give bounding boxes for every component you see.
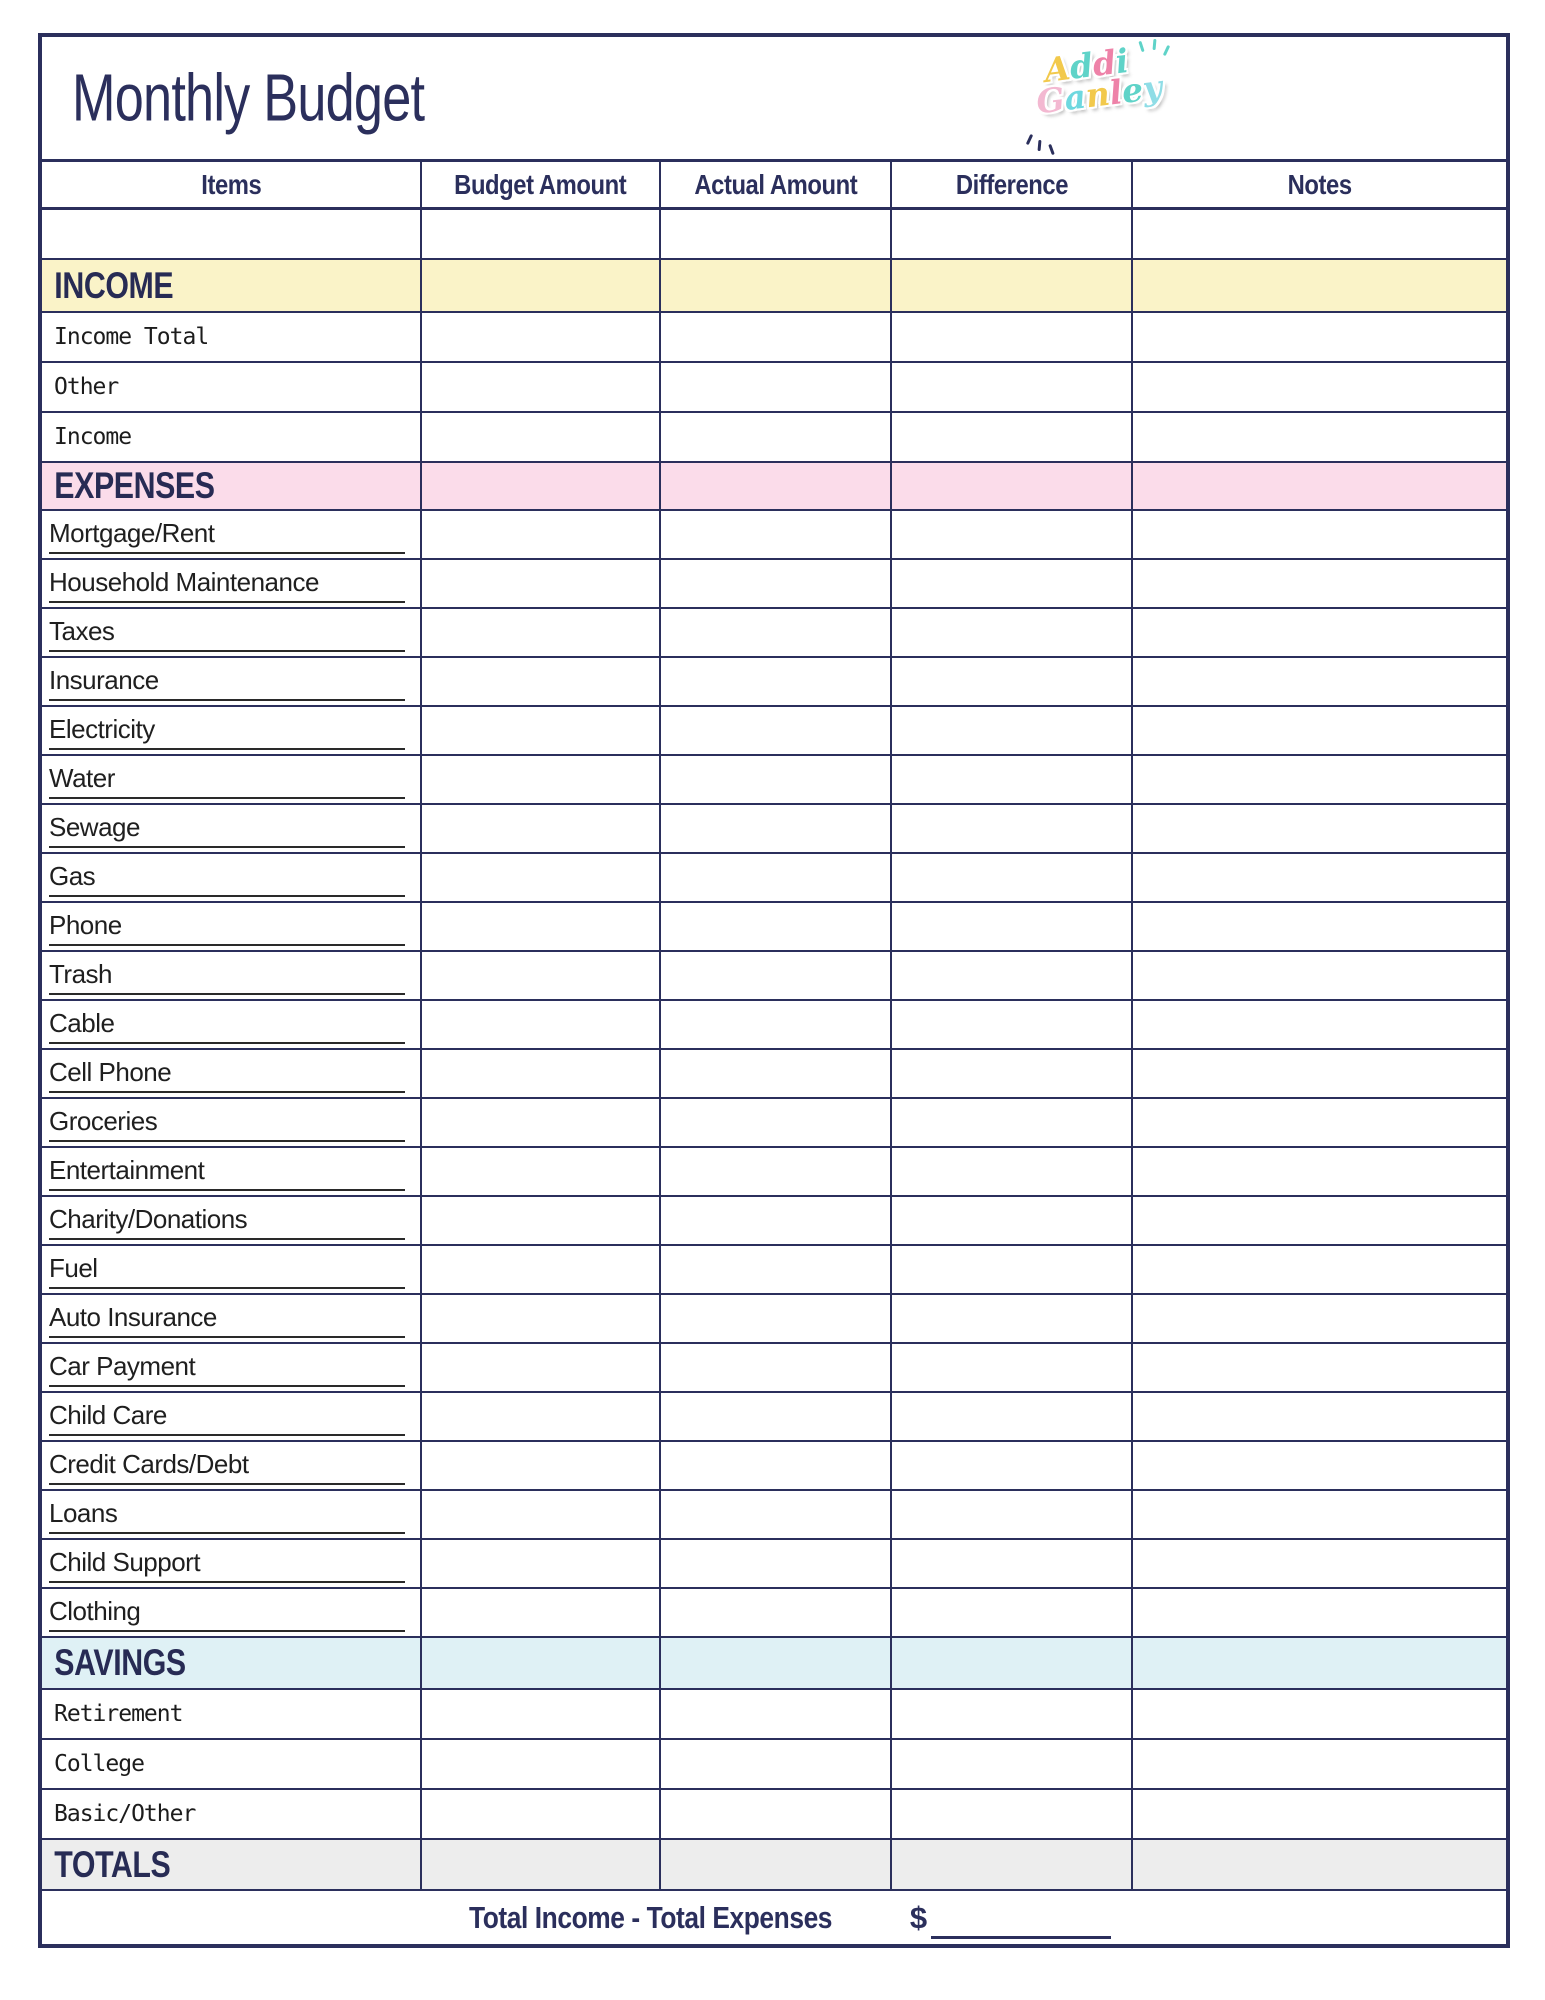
row-label-electricity: Electricity — [49, 714, 405, 750]
actual-amount-cell — [661, 1344, 892, 1391]
row-label-taxes: Taxes — [49, 616, 405, 652]
row-label-retirement: Retirement — [54, 1701, 183, 1727]
item-cell — [42, 1393, 422, 1440]
actual-amount-cell — [661, 609, 892, 656]
item-cell — [42, 756, 422, 803]
section-header-totals — [42, 1840, 1506, 1891]
logo-letter: a — [1062, 76, 1089, 118]
actual-amount-cell — [661, 1050, 892, 1097]
notes-cell — [1133, 560, 1506, 607]
item-cell — [42, 805, 422, 852]
item-cell — [42, 1197, 422, 1244]
actual-amount-cell — [661, 756, 892, 803]
section-title: SAVINGS — [54, 1642, 186, 1683]
section-title-cell — [42, 1840, 422, 1889]
income-row — [42, 413, 1506, 463]
expenses-row — [42, 854, 1506, 903]
actual-amount-cell — [661, 260, 892, 311]
budget-amount-cell — [422, 952, 661, 999]
budget-amount-cell — [422, 756, 661, 803]
actual-amount-cell — [661, 805, 892, 852]
item-cell — [42, 1790, 422, 1838]
item-cell — [42, 560, 422, 607]
notes-cell — [1133, 854, 1506, 901]
blank-spacer-row — [42, 210, 1506, 260]
column-header-label: Budget Amount — [454, 168, 627, 200]
column-header-label: Items — [200, 168, 262, 200]
notes-cell — [1133, 1840, 1506, 1889]
difference-cell — [892, 210, 1133, 258]
notes-cell — [1133, 463, 1506, 509]
budget-amount-cell — [422, 313, 661, 361]
column-header-difference — [892, 162, 1133, 207]
difference-cell — [892, 463, 1133, 509]
expenses-row — [42, 1197, 1506, 1246]
budget-amount-cell — [422, 707, 661, 754]
budget-amount-cell — [422, 658, 661, 705]
budget-amount-cell — [422, 1638, 661, 1688]
budget-amount-cell — [422, 1099, 661, 1146]
item-cell — [42, 854, 422, 901]
row-label-college: College — [54, 1751, 144, 1777]
actual-amount-cell — [661, 313, 892, 361]
actual-amount-cell — [661, 1540, 892, 1587]
actual-amount-cell — [661, 560, 892, 607]
section-title: INCOME — [54, 264, 174, 306]
actual-amount-cell — [661, 1638, 892, 1688]
actual-amount-cell — [661, 658, 892, 705]
brand-logo — [1026, 40, 1176, 153]
actual-amount-cell — [661, 1099, 892, 1146]
page-title: Monthly Budget — [72, 60, 425, 136]
item-cell — [42, 413, 422, 461]
actual-amount-cell — [661, 363, 892, 411]
actual-amount-cell — [661, 1001, 892, 1048]
section-title: TOTALS — [54, 1843, 171, 1885]
item-cell — [42, 1050, 422, 1097]
item-cell — [42, 1344, 422, 1391]
item-cell — [42, 511, 422, 558]
difference-cell — [892, 952, 1133, 999]
notes-cell — [1133, 313, 1506, 361]
budget-amount-cell — [422, 1690, 661, 1738]
column-header-label: Notes — [1287, 168, 1352, 200]
difference-cell — [892, 658, 1133, 705]
budget-amount-cell — [422, 1246, 661, 1293]
budget-amount-cell — [422, 609, 661, 656]
actual-amount-cell — [661, 1491, 892, 1538]
expenses-row — [42, 707, 1506, 756]
section-title-cell — [42, 463, 422, 509]
notes-cell — [1133, 756, 1506, 803]
item-cell — [42, 1001, 422, 1048]
item-cell — [42, 363, 422, 411]
actual-amount-cell — [661, 1840, 892, 1889]
difference-cell — [892, 1589, 1133, 1636]
income-row — [42, 313, 1506, 363]
notes-cell — [1133, 260, 1506, 311]
difference-cell — [892, 1197, 1133, 1244]
expenses-row — [42, 1001, 1506, 1050]
budget-amount-cell — [422, 903, 661, 950]
difference-cell — [892, 560, 1133, 607]
actual-amount-cell — [661, 1295, 892, 1342]
budget-amount-cell — [422, 511, 661, 558]
budget-amount-cell — [422, 1790, 661, 1838]
column-header-notes — [1133, 162, 1506, 207]
notes-cell — [1133, 1295, 1506, 1342]
section-title: EXPENSES — [54, 465, 215, 506]
difference-cell — [892, 1442, 1133, 1489]
item-cell — [42, 1491, 422, 1538]
difference-cell — [892, 1491, 1133, 1538]
row-label-groceries: Groceries — [49, 1106, 405, 1142]
item-cell — [42, 210, 422, 258]
logo-letter: e — [1119, 69, 1146, 111]
difference-cell — [892, 903, 1133, 950]
difference-cell — [892, 854, 1133, 901]
column-header-label: Actual Amount — [694, 168, 857, 200]
expenses-row — [42, 1050, 1506, 1099]
actual-amount-cell — [661, 854, 892, 901]
actual-amount-cell — [661, 1442, 892, 1489]
item-cell — [42, 1690, 422, 1738]
difference-cell — [892, 1344, 1133, 1391]
expenses-row — [42, 1344, 1506, 1393]
actual-amount-cell — [661, 1393, 892, 1440]
budget-amount-cell — [422, 1540, 661, 1587]
section-title-cell — [42, 1638, 422, 1688]
budget-amount-cell — [422, 210, 661, 258]
logo-letter: G — [1034, 79, 1067, 122]
total-blank-line — [931, 1909, 1111, 1939]
difference-cell — [892, 413, 1133, 461]
difference-cell — [892, 1148, 1133, 1195]
difference-cell — [892, 756, 1133, 803]
expenses-row — [42, 609, 1506, 658]
notes-cell — [1133, 1540, 1506, 1587]
row-label-child-care: Child Care — [49, 1400, 405, 1436]
budget-amount-cell — [422, 1344, 661, 1391]
notes-cell — [1133, 1099, 1506, 1146]
logo-letter: d — [1090, 42, 1119, 84]
expenses-row — [42, 1148, 1506, 1197]
difference-cell — [892, 363, 1133, 411]
difference-cell — [892, 1001, 1133, 1048]
notes-cell — [1133, 707, 1506, 754]
expenses-row — [42, 511, 1506, 560]
budget-amount-cell — [422, 1393, 661, 1440]
actual-amount-cell — [661, 903, 892, 950]
expenses-row — [42, 1540, 1506, 1589]
notes-cell — [1133, 1344, 1506, 1391]
row-label-mortgage-rent: Mortgage/Rent — [49, 518, 405, 554]
notes-cell — [1133, 1740, 1506, 1788]
budget-amount-cell — [422, 1840, 661, 1889]
difference-cell — [892, 1295, 1133, 1342]
section-title-cell — [42, 260, 422, 311]
row-label-child-support: Child Support — [49, 1547, 405, 1583]
item-cell — [42, 1148, 422, 1195]
expenses-row — [42, 1589, 1506, 1638]
notes-cell — [1133, 609, 1506, 656]
row-label-insurance: Insurance — [49, 665, 405, 701]
currency-symbol: $ — [909, 1899, 928, 1935]
item-cell — [42, 658, 422, 705]
row-label-basic-other: Basic/Other — [54, 1801, 196, 1827]
savings-row — [42, 1740, 1506, 1790]
budget-amount-cell — [422, 260, 661, 311]
budget-amount-cell — [422, 1491, 661, 1538]
item-cell — [42, 313, 422, 361]
notes-cell — [1133, 1491, 1506, 1538]
difference-cell — [892, 1638, 1133, 1688]
notes-cell — [1133, 1790, 1506, 1838]
actual-amount-cell — [661, 463, 892, 509]
logo-letter: i — [1113, 40, 1131, 82]
difference-cell — [892, 1393, 1133, 1440]
item-cell — [42, 1589, 422, 1636]
budget-amount-cell — [422, 805, 661, 852]
row-label-sewage: Sewage — [49, 812, 405, 848]
row-label-cable: Cable — [49, 1008, 405, 1044]
difference-cell — [892, 1690, 1133, 1738]
actual-amount-cell — [661, 1197, 892, 1244]
difference-cell — [892, 707, 1133, 754]
summary-row — [42, 1891, 1506, 1944]
sparkle-icon — [1048, 144, 1055, 155]
difference-cell — [892, 511, 1133, 558]
difference-cell — [892, 609, 1133, 656]
item-cell — [42, 1442, 422, 1489]
difference-cell — [892, 260, 1133, 311]
expenses-row — [42, 560, 1506, 609]
row-label-charity-donations: Charity/Donations — [49, 1204, 405, 1240]
logo-letter: y — [1140, 67, 1165, 109]
item-cell — [42, 609, 422, 656]
expenses-row — [42, 1246, 1506, 1295]
title-row — [42, 37, 1506, 162]
item-cell — [42, 1295, 422, 1342]
row-label-entertainment: Entertainment — [49, 1155, 405, 1191]
row-label-income: Income — [54, 424, 132, 450]
item-cell — [42, 1540, 422, 1587]
actual-amount-cell — [661, 1690, 892, 1738]
item-cell — [42, 1099, 422, 1146]
budget-amount-cell — [422, 363, 661, 411]
section-header-income — [42, 260, 1506, 313]
notes-cell — [1133, 511, 1506, 558]
actual-amount-cell — [661, 1790, 892, 1838]
budget-amount-cell — [422, 1442, 661, 1489]
row-label-phone: Phone — [49, 910, 405, 946]
row-label-water: Water — [49, 763, 405, 799]
budget-amount-cell — [422, 413, 661, 461]
item-cell — [42, 952, 422, 999]
notes-cell — [1133, 1050, 1506, 1097]
formula-label: Total Income - Total Expenses — [468, 1899, 832, 1935]
notes-cell — [1133, 1638, 1506, 1688]
actual-amount-cell — [661, 413, 892, 461]
expenses-row — [42, 1393, 1506, 1442]
difference-cell — [892, 1740, 1133, 1788]
actual-amount-cell — [661, 707, 892, 754]
expenses-row — [42, 1442, 1506, 1491]
budget-sheet — [38, 33, 1510, 1948]
row-label-fuel: Fuel — [49, 1253, 405, 1289]
actual-amount-cell — [661, 1589, 892, 1636]
row-label-clothing: Clothing — [49, 1596, 405, 1632]
notes-cell — [1133, 1197, 1506, 1244]
sparkle-icon — [1038, 140, 1042, 151]
difference-cell — [892, 1050, 1133, 1097]
expenses-row — [42, 952, 1506, 1001]
notes-cell — [1133, 1442, 1506, 1489]
difference-cell — [892, 1099, 1133, 1146]
savings-row — [42, 1690, 1506, 1740]
section-header-expenses — [42, 463, 1506, 511]
expenses-row — [42, 1491, 1506, 1540]
notes-cell — [1133, 952, 1506, 999]
expenses-row — [42, 1295, 1506, 1344]
row-label-auto-insurance: Auto Insurance — [49, 1302, 405, 1338]
logo-letter: n — [1083, 73, 1112, 116]
notes-cell — [1133, 1589, 1506, 1636]
logo-letter: d — [1067, 45, 1096, 87]
difference-cell — [892, 1790, 1133, 1838]
row-label-car-payment: Car Payment — [49, 1351, 405, 1387]
column-header-label: Difference — [955, 168, 1068, 200]
notes-cell — [1133, 1246, 1506, 1293]
notes-cell — [1133, 363, 1506, 411]
actual-amount-cell — [661, 511, 892, 558]
actual-amount-cell — [661, 1148, 892, 1195]
notes-cell — [1133, 1690, 1506, 1738]
budget-amount-cell — [422, 1740, 661, 1788]
budget-amount-cell — [422, 1148, 661, 1195]
section-header-savings — [42, 1638, 1506, 1690]
notes-cell — [1133, 1393, 1506, 1440]
sparkle-icon — [1026, 134, 1033, 145]
notes-cell — [1133, 413, 1506, 461]
column-header-actual-amount — [661, 162, 892, 207]
budget-amount-cell — [422, 1050, 661, 1097]
row-label-other: Other — [54, 374, 119, 400]
table-header-row — [42, 162, 1506, 210]
item-cell — [42, 903, 422, 950]
notes-cell — [1133, 805, 1506, 852]
actual-amount-cell — [661, 1740, 892, 1788]
row-label-credit-cards-debt: Credit Cards/Debt — [49, 1449, 405, 1485]
item-cell — [42, 1246, 422, 1293]
budget-amount-cell — [422, 560, 661, 607]
notes-cell — [1133, 1001, 1506, 1048]
row-label-trash: Trash — [49, 959, 405, 995]
difference-cell — [892, 1840, 1133, 1889]
expenses-row — [42, 756, 1506, 805]
actual-amount-cell — [661, 1246, 892, 1293]
budget-amount-cell — [422, 1001, 661, 1048]
item-cell — [42, 1740, 422, 1788]
logo-letter: l — [1107, 72, 1125, 113]
budget-amount-cell — [422, 463, 661, 509]
notes-cell — [1133, 210, 1506, 258]
expenses-row — [42, 1099, 1506, 1148]
actual-amount-cell — [661, 952, 892, 999]
row-label-gas: Gas — [49, 861, 405, 897]
logo-letter: A — [1042, 48, 1073, 90]
budget-amount-cell — [422, 1295, 661, 1342]
row-label-cell-phone: Cell Phone — [49, 1057, 405, 1093]
expenses-row — [42, 805, 1506, 854]
actual-amount-cell — [661, 210, 892, 258]
column-header-items — [42, 162, 422, 207]
budget-amount-cell — [422, 1197, 661, 1244]
row-label-income-total: Income Total — [54, 324, 209, 350]
budget-amount-cell — [422, 854, 661, 901]
notes-cell — [1133, 1148, 1506, 1195]
budget-amount-cell — [422, 1589, 661, 1636]
difference-cell — [892, 313, 1133, 361]
notes-cell — [1133, 903, 1506, 950]
savings-row — [42, 1790, 1506, 1840]
difference-cell — [892, 1540, 1133, 1587]
difference-cell — [892, 805, 1133, 852]
expenses-row — [42, 658, 1506, 707]
column-header-budget-amount — [422, 162, 661, 207]
expenses-row — [42, 903, 1506, 952]
row-label-loans: Loans — [49, 1498, 405, 1534]
notes-cell — [1133, 658, 1506, 705]
difference-cell — [892, 1246, 1133, 1293]
item-cell — [42, 707, 422, 754]
row-label-household-maintenance: Household Maintenance — [49, 567, 405, 603]
income-row — [42, 363, 1506, 413]
